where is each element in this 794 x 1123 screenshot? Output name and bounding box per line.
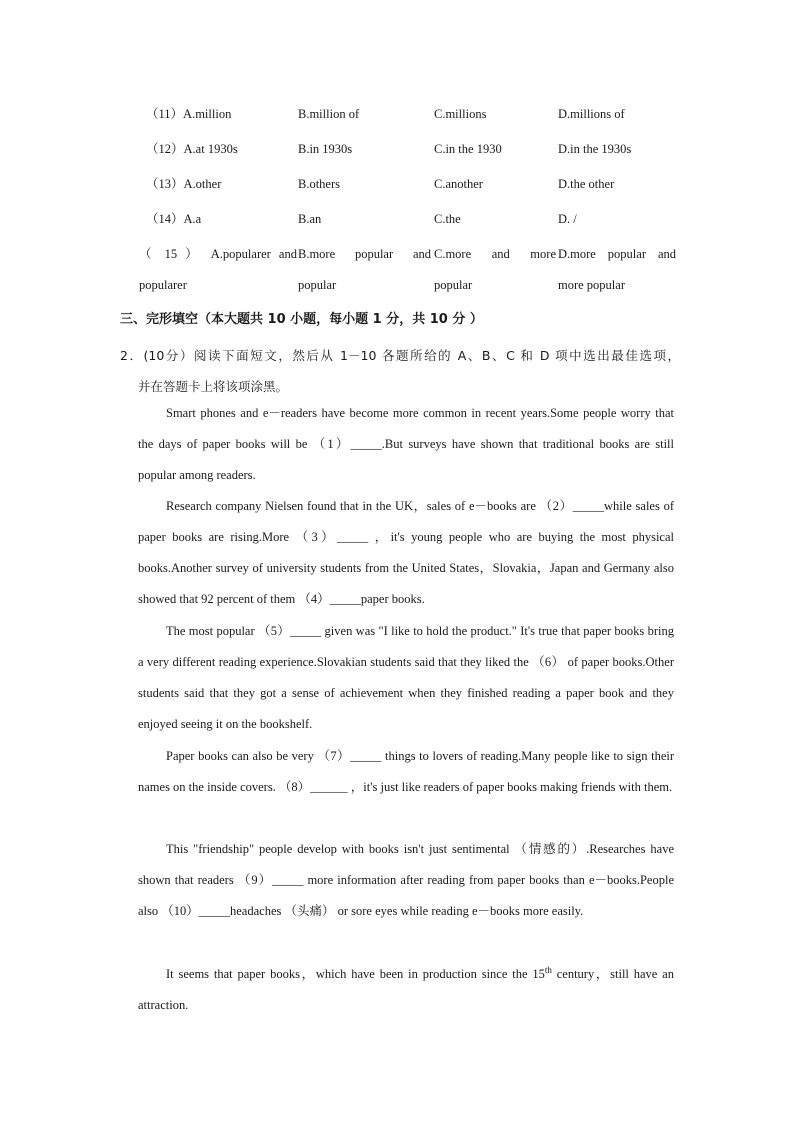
option-b: B.more popular and popular — [298, 247, 431, 292]
option-c: C.in the 1930 — [434, 142, 502, 156]
option-c: C.more and more popular — [434, 247, 556, 292]
section-heading: 三、完形填空（本大题共 10 小题，每小题 1 分，共 10 分 ） — [120, 312, 483, 327]
question-instructions — [120, 340, 680, 402]
option-a: （11）A.million — [146, 107, 232, 121]
question-number: （14） — [146, 212, 184, 226]
option-b: B.others — [298, 177, 341, 191]
instruction-line-2: 并在答题卡上将该项涂黑。 — [138, 379, 289, 394]
passage-paragraph-1: Smart phones and e－readers have become more common in recent years.Some people worry that the days of paper books will be （1）_____.But surveys have shown that traditional books are still popular among readers. — [138, 406, 674, 482]
passage-paragraph-2: Research company Nielsen found that in the UK，sales of e－books are （2）_____while sales of paper books are rising.More （3）_____ ，it's young people who are buying the most physical books.Another survey of university students from the United States，Slovakia，Japan and Germany also showed that 92 percent of them （4）_____paper books. — [138, 499, 674, 606]
option-row-13 — [0, 174, 794, 194]
option-row-12 — [0, 139, 794, 159]
option-row-14 — [0, 209, 794, 229]
passage-paragraph-6: It seems that paper books，which have been in production since the 15th century，still have an attraction. — [138, 964, 674, 1012]
option-d: D.more popular and more popular — [558, 247, 676, 292]
option-c: C.the — [434, 212, 461, 226]
option-row-11 — [0, 104, 794, 124]
superscript-th: th — [544, 964, 552, 975]
option-a: （12）A.at 1930s — [146, 142, 238, 156]
passage-paragraph-5: This "friendship" people develop with books isn't just sentimental （情感的）.Researches have shown that readers （9）_____ more information after reading from paper books than e－books.People also （10）_____headaches （头痛） or sore eyes while reading e－books more easily. — [138, 842, 674, 918]
option-d: D. / — [558, 212, 577, 226]
option-a: （ 15 ） A.popularer and popularer — [139, 247, 297, 292]
question-number: （11） — [146, 107, 184, 121]
passage-paragraph-4: Paper books can also be very （7）_____ things to lovers of reading.Many people like to sign their names on the inside covers. （8）______ ，it's just like readers of paper books making friends with them. — [138, 749, 674, 794]
option-b: B.an — [298, 212, 322, 226]
option-row-15 — [0, 239, 794, 301]
option-b: B.in 1930s — [298, 142, 353, 156]
option-c: C.millions — [434, 107, 487, 121]
option-d: D.the other — [558, 177, 615, 191]
question-number: （13） — [146, 177, 184, 191]
option-c: C.another — [434, 177, 483, 191]
question-number: （12） — [146, 142, 184, 156]
passage-paragraph-3: The most popular （5）_____ given was "I like to hold the product." It's true that paper books bring a very different reading experience.Slovakian students said that they liked the （6） of paper books.Other students said that they got a sense of achievement when they finished reading a paper book and they enjoyed seeing it on the bookshelf. — [138, 624, 674, 731]
option-d: D.in the 1930s — [558, 142, 632, 156]
option-a: （13）A.other — [146, 177, 222, 191]
instruction-line-1: 2．(10分）阅读下面短文，然后从 1－10 各题所给的 A、B、C 和 D 项中选出最佳选项， — [120, 348, 680, 363]
option-d: D.millions of — [558, 107, 625, 121]
option-b: B.million of — [298, 107, 360, 121]
option-a: （14）A.a — [146, 212, 202, 226]
